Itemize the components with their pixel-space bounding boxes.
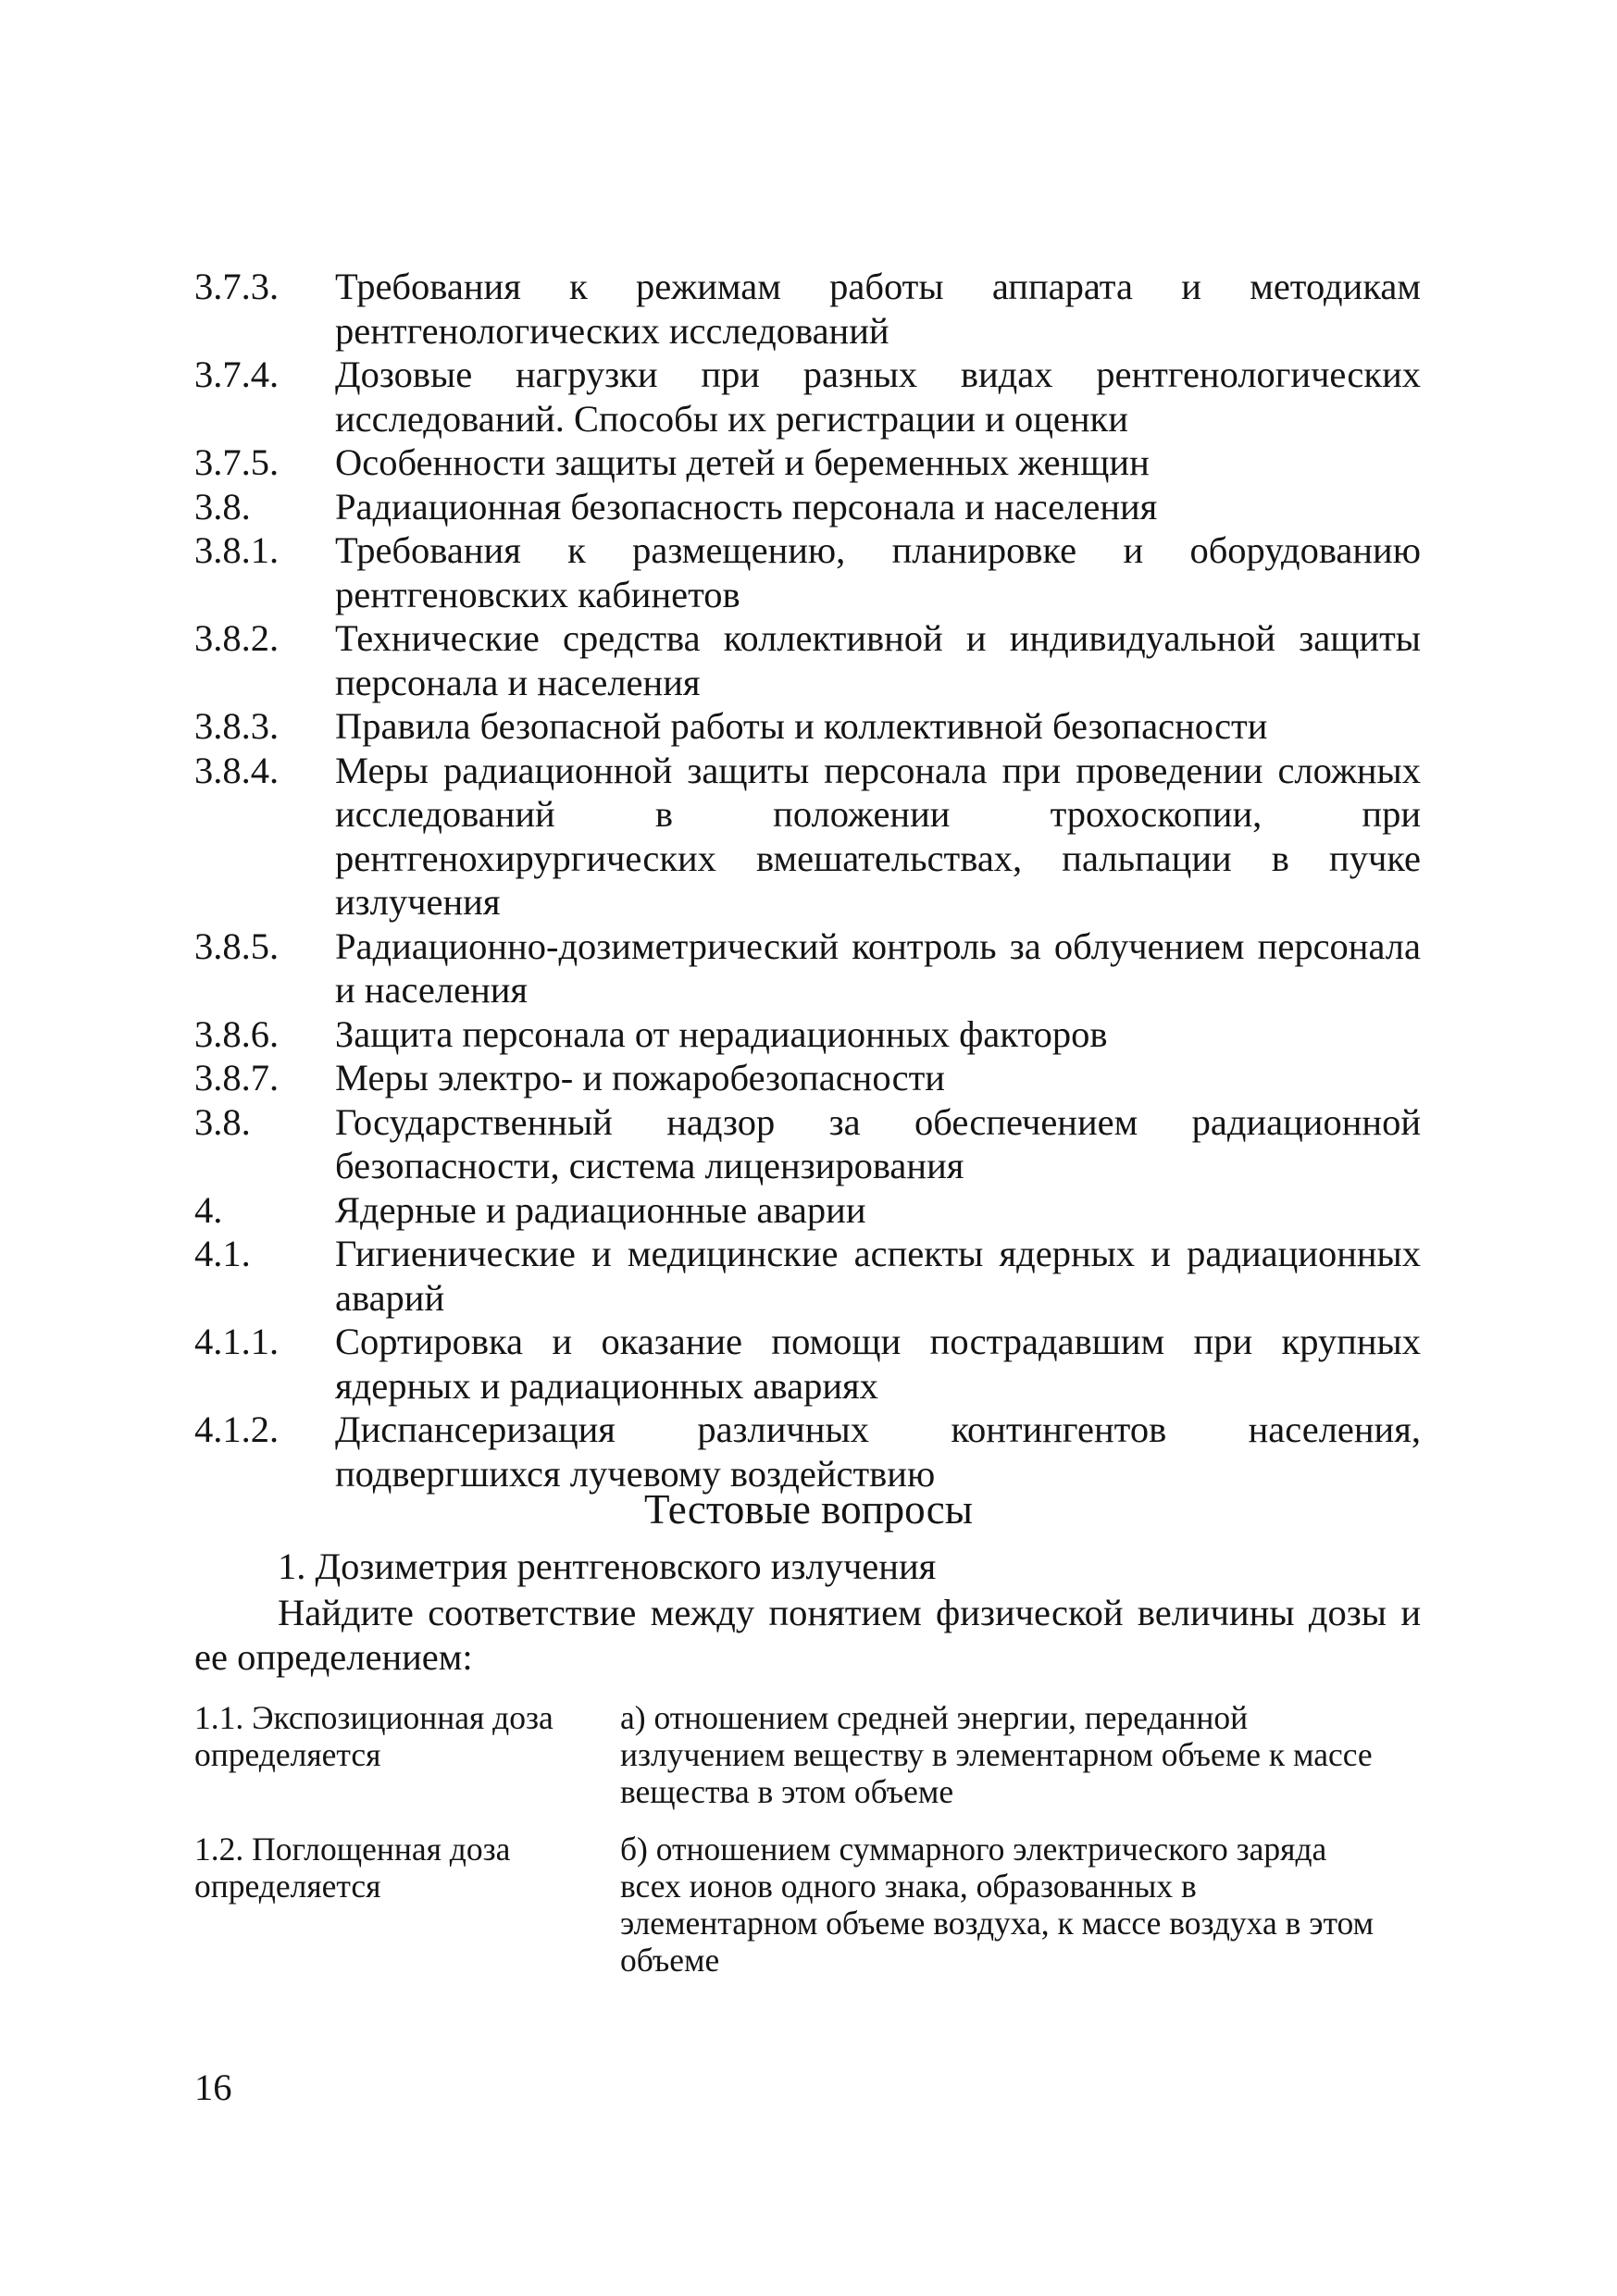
matching-term: 1.1. Экспозиционная доза определяется bbox=[194, 1699, 554, 1773]
matching-row bbox=[194, 1831, 1388, 1979]
matching-definition: б) отношением суммарного электрического заряда всех ионов одного знака, образованных в элементарном объеме воздуха, к массе воздуха в этом объеме bbox=[620, 1831, 1374, 1979]
toc-item bbox=[194, 925, 1421, 1012]
toc-item-text: Особенности защиты детей и беременных женщин bbox=[335, 441, 1150, 483]
matching-row bbox=[194, 1699, 1388, 1810]
toc-item-number: 4. bbox=[194, 1188, 223, 1231]
toc-item-number: 3.8.4. bbox=[194, 749, 280, 791]
toc-item-text: Гигиенические и медицинские аспекты ядерных и радиационных аварий bbox=[335, 1233, 1421, 1319]
page-number: 16 bbox=[194, 2066, 232, 2108]
toc-item bbox=[194, 1100, 1421, 1188]
toc-item-text: Защита персонала от нерадиационных факторов bbox=[335, 1012, 1108, 1055]
toc-item-number: 3.7.5. bbox=[194, 441, 280, 483]
toc-item-text: Правила безопасной работы и коллективной безопасности bbox=[335, 705, 1268, 747]
toc-item-text: Сортировка и оказание помощи пострадавшим при крупных ядерных и радиационных авариях bbox=[335, 1321, 1421, 1407]
toc-item-text: Государственный надзор за обеспечением радиационной безопасности, система лицензирования bbox=[335, 1100, 1421, 1186]
toc-item bbox=[194, 1056, 1421, 1100]
toc-item bbox=[194, 704, 1421, 749]
matching-term: 1.2. Поглощенная доза определяется bbox=[194, 1831, 511, 1905]
matching-definition: а) отношением средней энергии, переданной излучением веществу в элементарном объеме к массе вещества в этом объеме bbox=[620, 1699, 1373, 1810]
toc-item bbox=[194, 353, 1421, 441]
toc-item bbox=[194, 528, 1421, 616]
toc-item bbox=[194, 441, 1421, 485]
toc-item-number: 3.8.3. bbox=[194, 705, 280, 747]
toc-item-number: 3.8.7. bbox=[194, 1057, 280, 1098]
toc-item-text: Дозовые нагрузки при разных видах рентгенологических исследований. Способы их регистрации и оценки bbox=[335, 354, 1421, 440]
table-of-contents bbox=[194, 265, 1421, 1496]
toc-item-text: Меры электро- и пожаробезопасности bbox=[335, 1057, 945, 1098]
toc-item bbox=[194, 1012, 1421, 1057]
toc-item bbox=[194, 616, 1421, 704]
toc-item-number: 3.8. bbox=[194, 485, 251, 527]
toc-item-text: Требования к режимам работы аппарата и методикам рентгенологических исследований bbox=[335, 266, 1421, 352]
toc-item-text: Ядерные и радиационные аварии bbox=[335, 1188, 866, 1231]
toc-item bbox=[194, 265, 1421, 353]
toc-item bbox=[194, 749, 1421, 925]
toc-item-number: 4.1. bbox=[194, 1233, 251, 1274]
toc-item-number: 3.8. bbox=[194, 1100, 251, 1143]
toc-item bbox=[194, 1408, 1421, 1496]
toc-item-text: Радиационно-дозиметрический контроль за облучением персонала и населения bbox=[335, 925, 1421, 1011]
toc-item-text: Диспансеризация различных контингентов населения, подвергшихся лучевому воздействию bbox=[335, 1409, 1421, 1495]
toc-item-text: Технические средства коллективной и индивидуальной защиты персонала и населения bbox=[335, 617, 1421, 703]
toc-item-number: 3.8.6. bbox=[194, 1012, 280, 1055]
toc-item-text: Радиационная безопасность персонала и населения bbox=[335, 485, 1158, 527]
toc-item-text: Требования к размещению, планировке и оборудованию рентгеновских кабинетов bbox=[335, 529, 1421, 615]
matching-table bbox=[194, 1699, 1388, 1999]
toc-item bbox=[194, 1232, 1421, 1320]
toc-item-text: Меры радиационной защиты персонала при проведении сложных исследований в положении трохоскопии, при рентгенохирургических вмешательствах, пальпации в пучке излучения bbox=[335, 749, 1421, 923]
section-subheading: 1. Дозиметрия рентгеновского излучения bbox=[278, 1545, 937, 1587]
toc-item-number: 3.7.3. bbox=[194, 266, 280, 307]
toc-item-number: 4.1.2. bbox=[194, 1409, 280, 1450]
toc-item-number: 3.8.5. bbox=[194, 925, 280, 967]
toc-item bbox=[194, 1188, 1421, 1233]
toc-item-number: 4.1.1. bbox=[194, 1321, 280, 1362]
toc-item-number: 3.7.4. bbox=[194, 354, 280, 395]
toc-item bbox=[194, 1320, 1421, 1408]
toc-item bbox=[194, 485, 1421, 529]
section-heading: Тестовые вопросы bbox=[644, 1486, 973, 1533]
toc-item-number: 3.8.2. bbox=[194, 617, 280, 659]
toc-item-number: 3.8.1. bbox=[194, 529, 280, 571]
task-instruction: Найдите соответствие между понятием физической величины дозы и ее определением: bbox=[194, 1592, 1421, 1678]
